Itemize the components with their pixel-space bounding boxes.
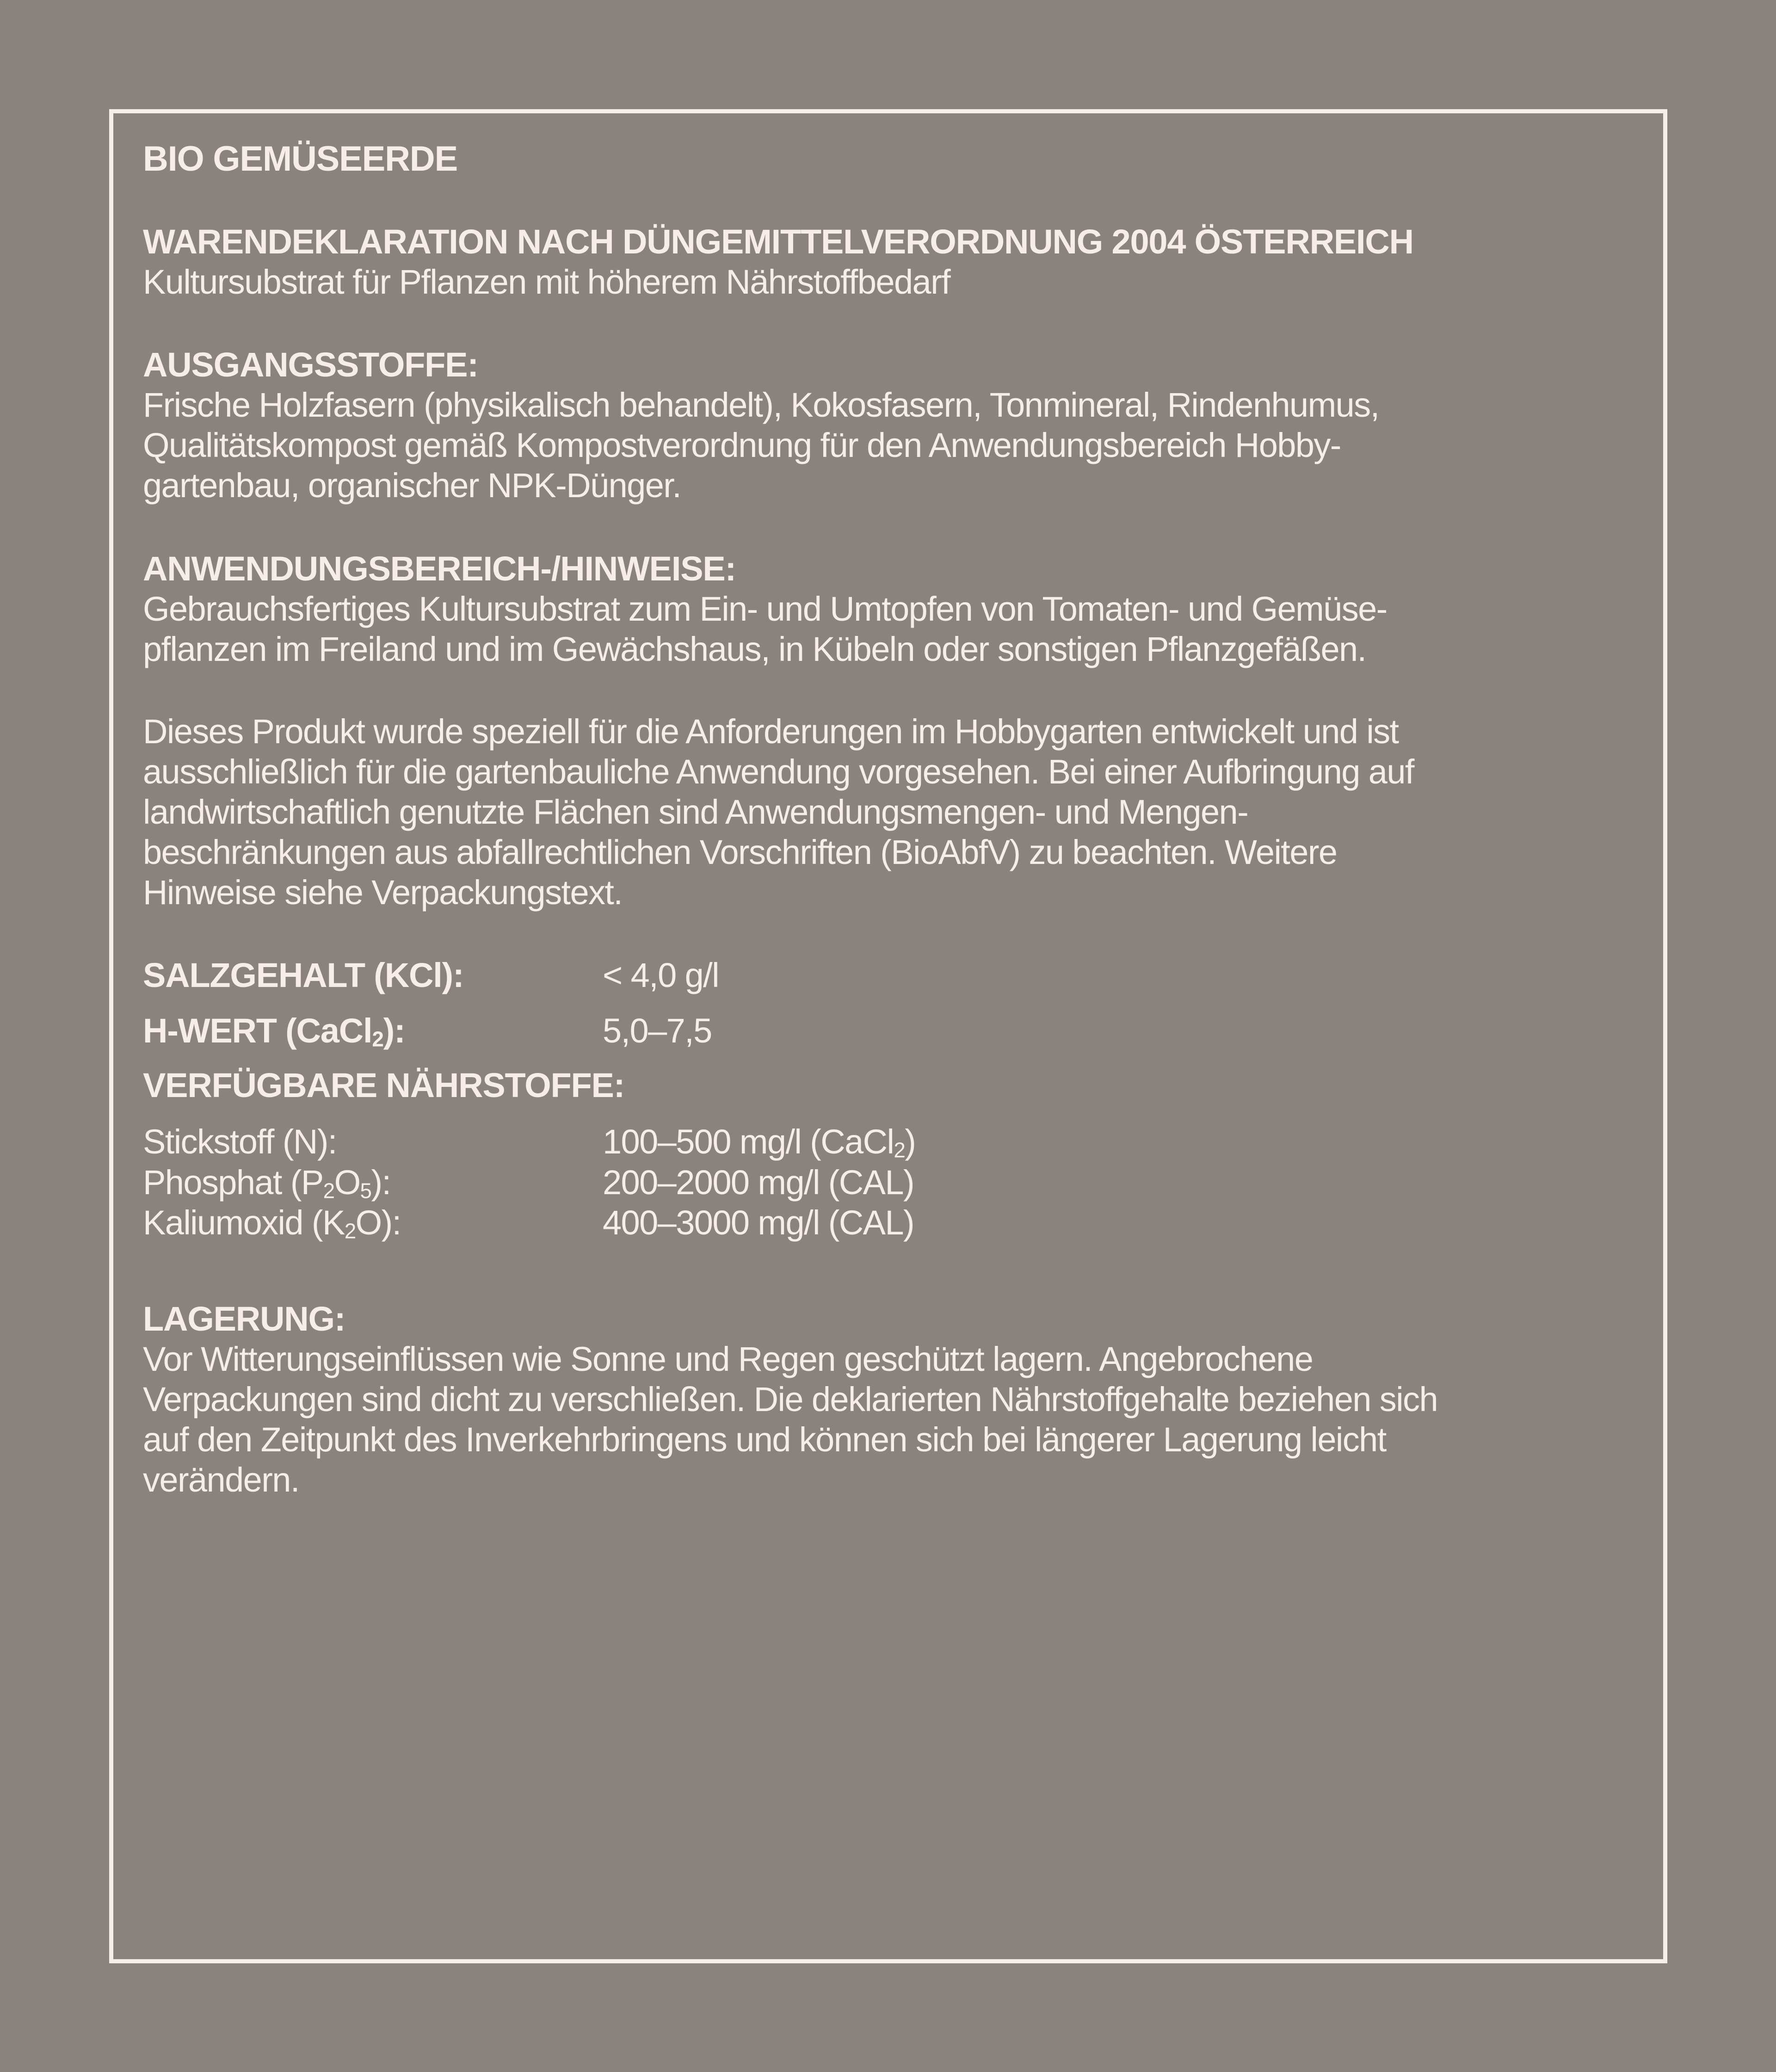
ausgangsstoffe-line: Qualitätskompost gemäß Kompostverordnung für den Anwendungsbereich Hobby- (143, 426, 1341, 464)
lagerung-heading: LAGERUNG: (143, 1300, 345, 1338)
ausgangsstoffe-line: gartenbau, organischer NPK-Dünger. (143, 466, 681, 505)
kaliumoxid-label: Kaliumoxid $(K_2O)$: (143, 1203, 401, 1243)
stickstoff-value: 100–500 mg/l (CaCl$_2$) (603, 1122, 916, 1162)
kaliumoxid-value: 400–3000 mg/l (CAL) (603, 1203, 914, 1242)
ausgangsstoffe-line: Frische Holzfasern (physikalisch behandelt), Kokosfasern, Tonmineral, Rindenhumus, (143, 386, 1379, 424)
anwendung-heading: ANWENDUNGSBEREICH-/HINWEISE: (143, 549, 736, 588)
lagerung-line: auf den Zeitpunkt des Inverkehrbringens und können sich bei längerer Lagerung leicht (143, 1420, 1386, 1459)
declaration-subtitle: Kultursubstrat für Pflanzen mit höherem Nährstoffbedarf (143, 263, 950, 301)
naehrstoffe-heading: VERFÜGBARE NÄHRSTOFFE: (143, 1066, 625, 1104)
salzgehalt-value: < 4,0 g/l (603, 956, 719, 994)
ph-wert-label: H-WERT (CaCl$_2$): (143, 1011, 405, 1051)
ph-wert-value: 5,0–7,5 (603, 1011, 712, 1050)
phosphat-value: 200–2000 mg/l (CAL) (603, 1163, 914, 1202)
phosphat-label: Phosphat $(P_2O_5)$: (143, 1163, 391, 1203)
lagerung-line: verändern. (143, 1461, 299, 1499)
lagerung-line: Verpackungen sind dicht zu verschließen. Die deklarierten Nährstoffgehalte beziehen sich (143, 1380, 1438, 1418)
anwendung-paragraph-line: Dieses Produkt wurde speziell für die Anforderungen im Hobbygarten entwickelt und ist (143, 712, 1399, 751)
anwendung-line: pflanzen im Freiland und im Gewächshaus, in Kübeln oder sonstigen Pflanzgefäßen. (143, 630, 1366, 668)
anwendung-paragraph-line: beschränkungen aus abfallrechtlichen Vorschriften (BioAbfV) zu beachten. Weitere (143, 833, 1337, 871)
anwendung-paragraph-line: landwirtschaftlich genutzte Flächen sind Anwendungsmengen- und Mengen- (143, 793, 1248, 831)
declaration-heading: WARENDEKLARATION NACH DÜNGEMITTELVERORDNUNG 2004 ÖSTERREICH (143, 222, 1413, 261)
anwendung-line: Gebrauchsfertiges Kultursubstrat zum Ein- und Umtopfen von Tomaten- und Gemüse- (143, 590, 1387, 628)
lagerung-line: Vor Witterungseinflüssen wie Sonne und Regen geschützt lagern. Angebrochene (143, 1340, 1313, 1378)
ausgangsstoffe-heading: AUSGANGSSTOFFE: (143, 345, 478, 384)
stickstoff-label: Stickstoff (N): (143, 1122, 337, 1161)
anwendung-paragraph-line: Hinweise siehe Verpackungstext. (143, 873, 623, 912)
salzgehalt-label: SALZGEHALT (KCl): (143, 956, 464, 994)
product-title: BIO GEMÜSEERDE (143, 139, 457, 179)
anwendung-paragraph-line: ausschließlich für die gartenbauliche Anwendung vorgesehen. Bei einer Aufbringung auf (143, 752, 1414, 791)
